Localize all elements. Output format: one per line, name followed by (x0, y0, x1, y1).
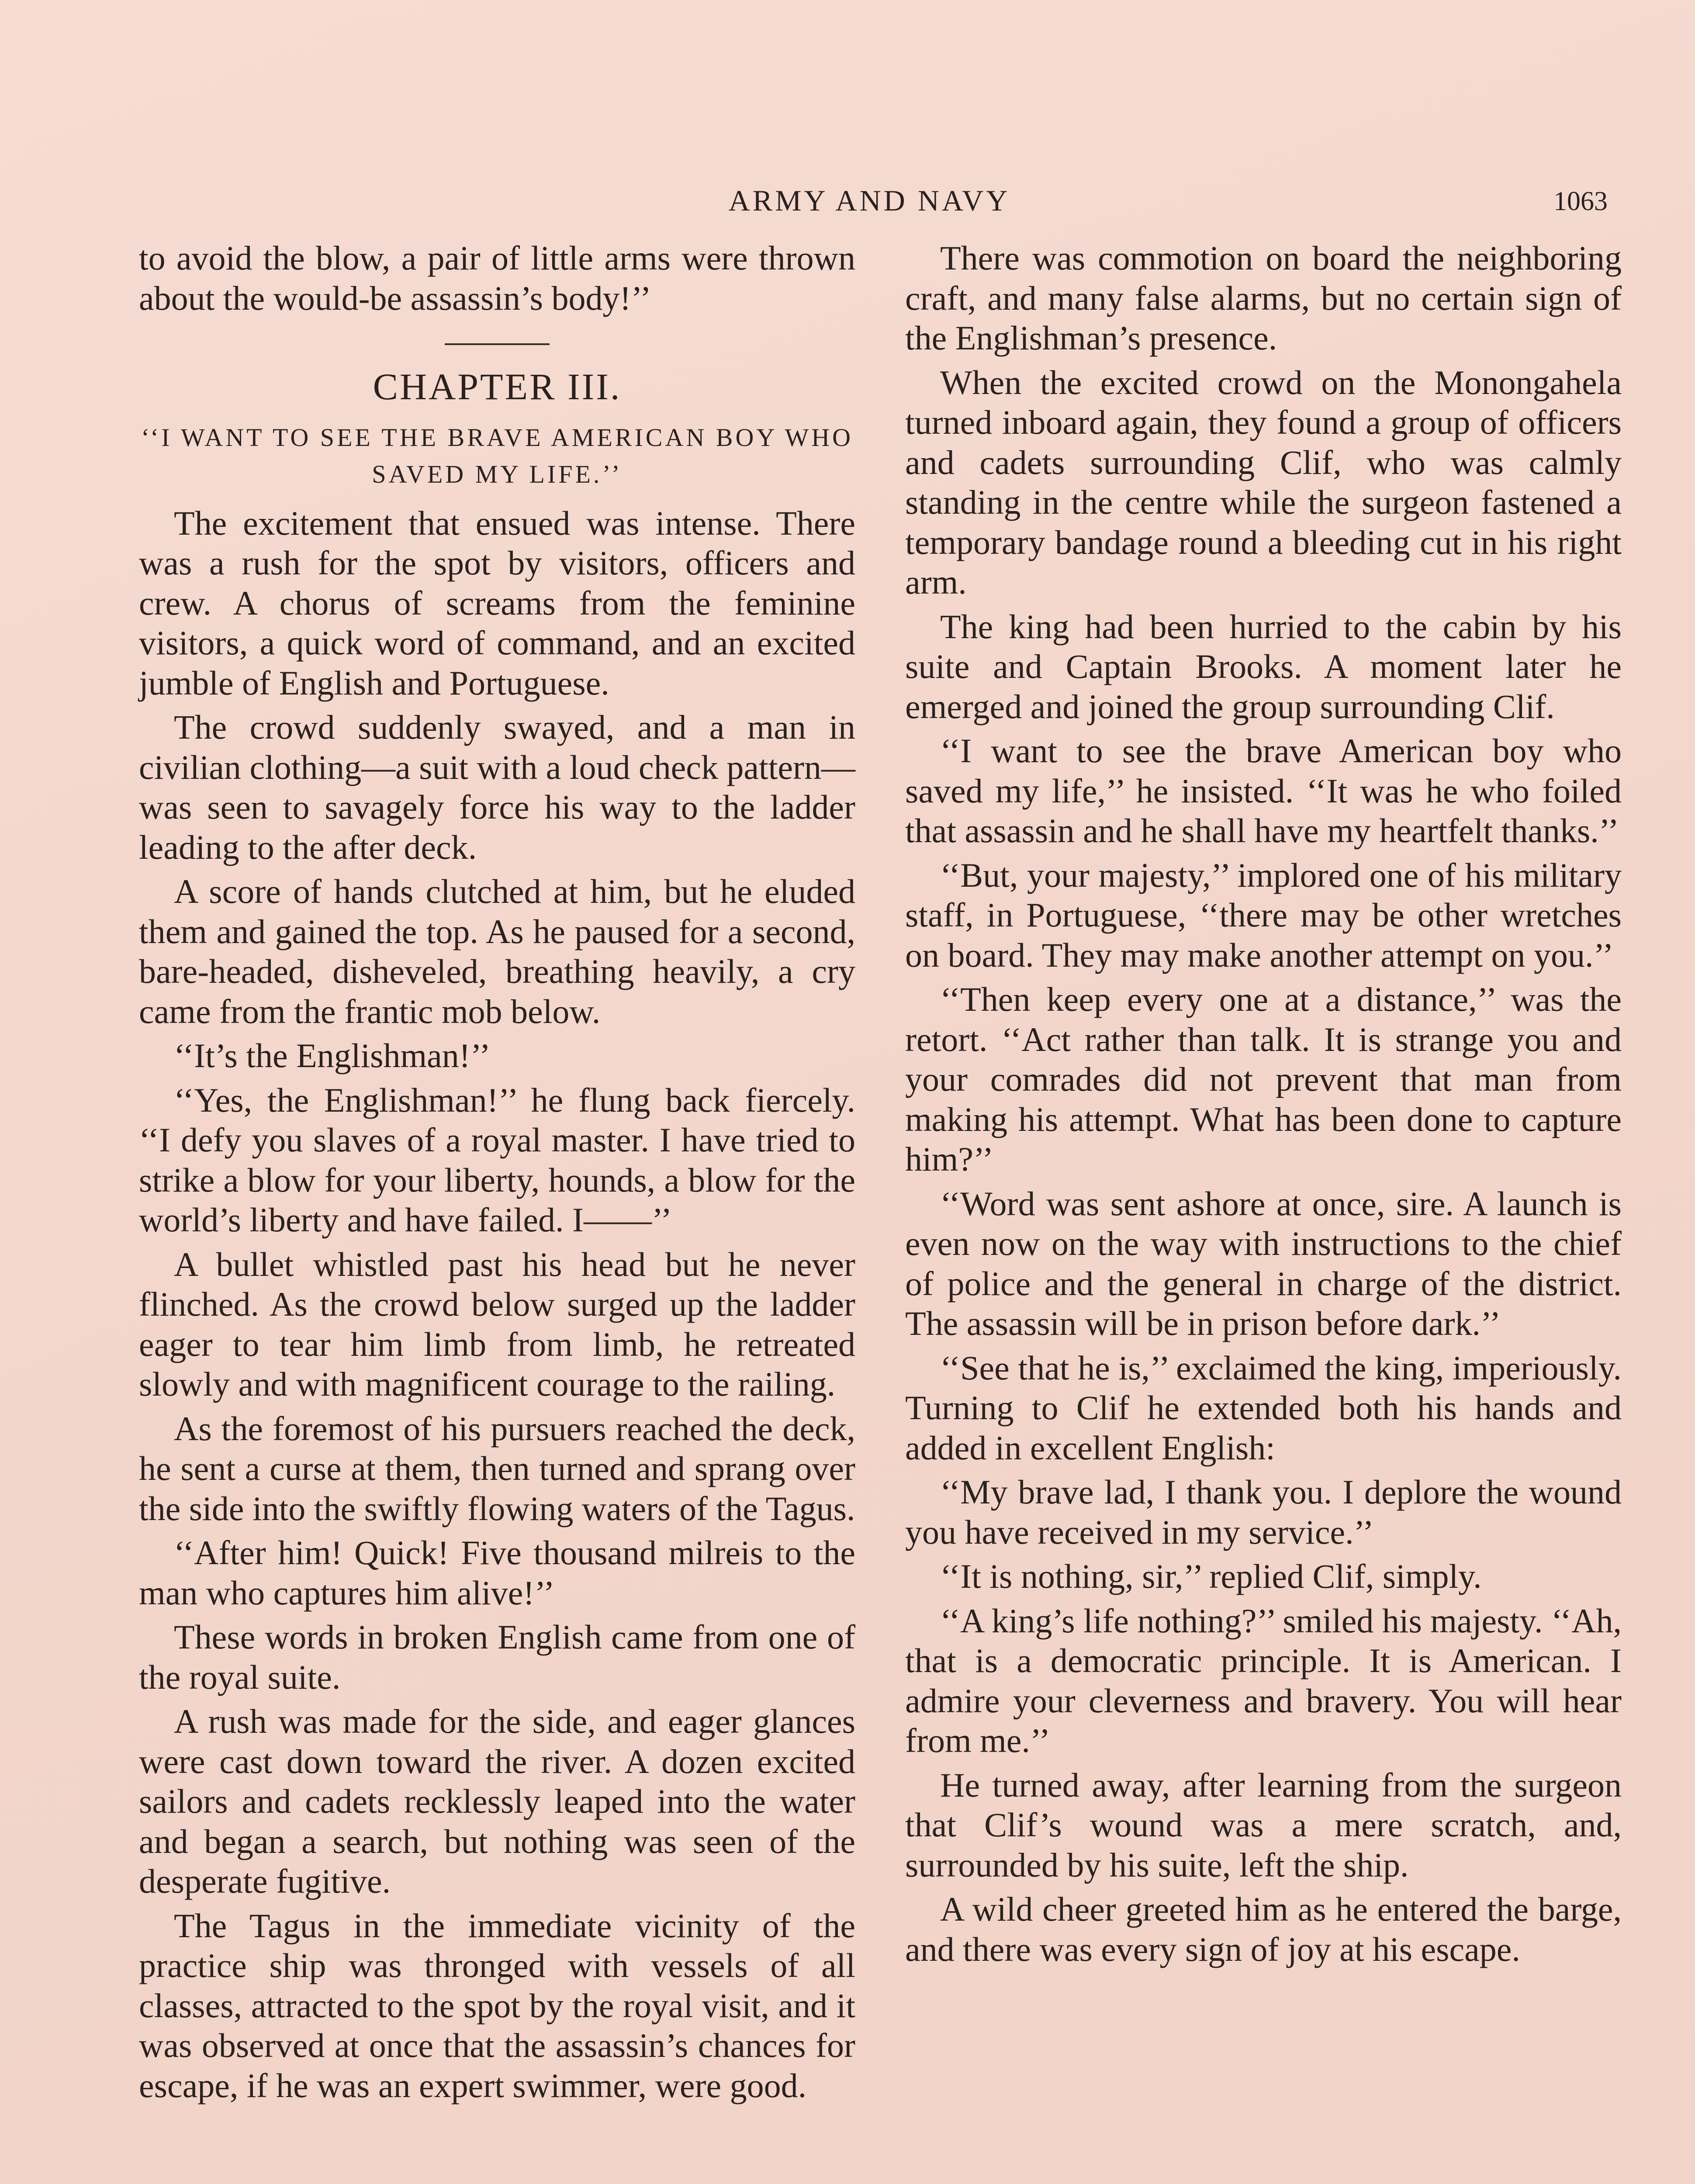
paragraph: ‘‘But, your majesty,’’ implored one of his military staff, in Portuguese, ‘‘there may be other wretches on board. They may make another attempt on you.’’ (905, 856, 1622, 974)
paragraph: ‘‘See that he is,’’ exclaimed the king, imperiously. Turning to Clif he extended both his hands and added in excellent English: (905, 1348, 1622, 1467)
chapter-subtitle: ‘‘I WANT TO SEE THE BRAVE AMERICAN BOY WHO SAVED MY LIFE.’’ (141, 423, 854, 488)
section-divider (445, 343, 550, 345)
left-column (139, 238, 855, 2110)
paragraph: The king had been hurried to the cabin by his suite and Captain Brooks. A moment later he emerged and joined the group surrounding Clif. (905, 607, 1622, 726)
page-header (131, 183, 1608, 236)
paragraph: ‘‘I want to see the brave American boy who saved my life,’’ he insisted. ‘‘It was he who foiled that assassin and he shall have my heartfelt thanks.’’ (905, 732, 1622, 850)
paragraph: There was commotion on board the neighboring craft, and many false alarms, but no certain sign of the Englishman’s presence. (905, 239, 1622, 357)
right-column (905, 238, 1622, 1973)
paragraph: to avoid the blow, a pair of little arms were thrown about the would-be assassin’s body!’’ (139, 239, 855, 317)
paragraph: ‘‘After him! Quick! Five thousand milreis to the man who captures him alive!’’ (139, 1534, 855, 1612)
paragraph: A wild cheer greeted him as he entered the barge, and there was every sign of joy at his escape. (905, 1890, 1622, 1968)
chapter-title: CHAPTER III. (373, 366, 622, 408)
paragraph: The Tagus in the immediate vicinity of the practice ship was thronged with vessels of all classes, attracted to the spot by the royal visit, and it was observed at once that the assassin’s chances for escape, if he was an expert swimmer, were good. (139, 1906, 855, 2105)
paragraph: ‘‘It’s the Englishman!’’ (174, 1037, 491, 1075)
paragraph: He turned away, after learning from the surgeon that Clif’s wound was a mere scratch, and, surrounded by his suite, left the ship. (905, 1766, 1622, 1884)
paragraph: ‘‘A king’s life nothing?’’ smiled his majesty. ‘‘Ah, that is a democratic principle. It is American. I admire your cleverness and bravery. You will hear from me.’’ (905, 1601, 1622, 1759)
paragraph: A bullet whistled past his head but he never flinched. As the crowd below surged up the ladder eager to tear him limb from limb, he retreated slowly and with magnificent courage to the railing. (139, 1245, 855, 1403)
running-head: ARMY AND NAVY (728, 184, 1010, 217)
paragraph: A score of hands clutched at him, but he eluded them and gained the top. As he paused for a second, bare-headed, disheveled, breathing heavily, a cry came from the frantic mob below. (139, 872, 855, 1030)
paragraph: ‘‘Then keep every one at a distance,’’ was the retort. ‘‘Act rather than talk. It is strange you and your comrades did not prevent that man from making his attempt. What has been done to capture him?’’ (905, 980, 1622, 1178)
paragraph: These words in broken English came from one of the royal suite. (139, 1618, 855, 1696)
paragraph: As the foremost of his pursuers reached the deck, he sent a curse at them, then turned and sprang over the side into the swiftly flowing waters of the Tagus. (139, 1409, 855, 1527)
paragraph: ‘‘It is nothing, sir,’’ replied Clif, simply. (940, 1557, 1482, 1595)
paragraph: When the excited crowd on the Monongahela turned inboard again, they found a group of officers and cadets surrounding Clif, who was calmly standing in the centre while the surgeon fastened a temporary bandage round a bleeding cut in his right arm. (905, 363, 1622, 601)
paragraph: The excitement that ensued was intense. There was a rush for the spot by visitors, officers and crew. A chorus of screams from the feminine visitors, a quick word of command, and an excited jumble of English and Portuguese. (139, 504, 855, 702)
page-number: 1063 (1553, 187, 1608, 216)
paragraph: ‘‘My brave lad, I thank you. I deplore the wound you have received in my service.’’ (905, 1473, 1622, 1551)
paragraph: ‘‘Word was sent ashore at once, sire. A launch is even now on the way with instructions to the chief of police and the general in charge of the district. The assassin will be in prison before dark.’’ (905, 1184, 1622, 1342)
paragraph: A rush was made for the side, and eager glances were cast down toward the river. A dozen excited sailors and cadets recklessly leaped into the water and began a search, but nothing was seen of the desperate fugitive. (139, 1702, 855, 1900)
paragraph: ‘‘Yes, the Englishman!’’ he flung back fiercely. ‘‘I defy you slaves of a royal master. I have tried to strike a blow for your liberty, hounds, a blow for the world’s liberty and have failed. I——’’ (139, 1081, 855, 1239)
paragraph: The crowd suddenly swayed, and a man in civilian clothing—a suit with a loud check pattern—was seen to savagely force his way to the ladder leading to the after deck. (139, 708, 855, 866)
